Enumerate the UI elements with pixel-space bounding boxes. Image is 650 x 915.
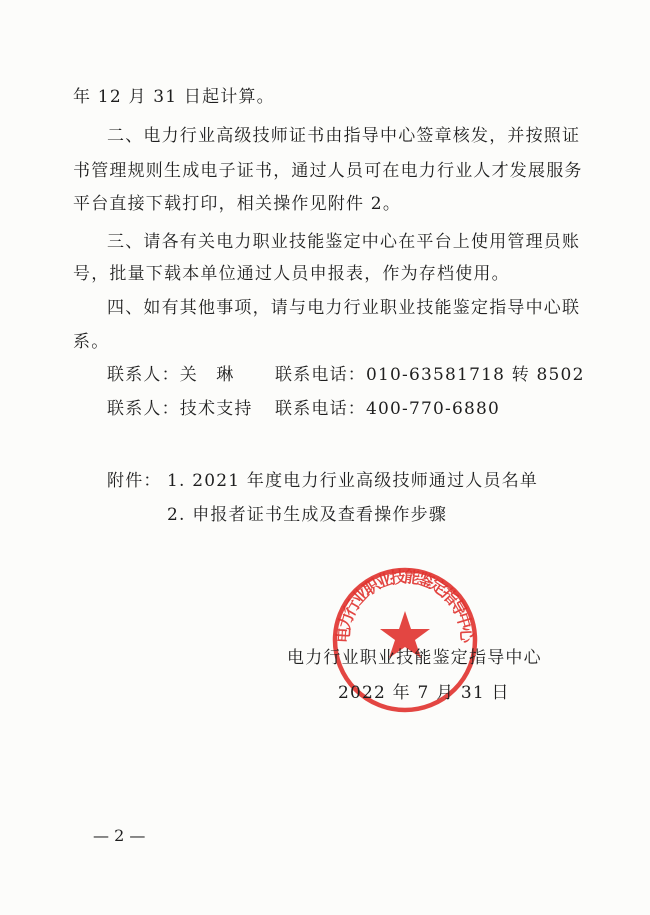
page-number: — 2 — bbox=[93, 826, 146, 845]
paragraph-line: 二、电力行业高级技师证书由指导中心签章核发，并按照证 bbox=[107, 126, 581, 146]
contact-name: 联系人：技术支持 bbox=[107, 399, 253, 419]
paragraph-line: 平台直接下载打印，相关操作见附件 2。 bbox=[73, 194, 402, 214]
paragraph-line: 四、如有其他事项，请与电力行业职业技能鉴定指导中心联 bbox=[107, 298, 581, 318]
paragraph-line: 号，批量下载本单位通过人员申报表，作为存档使用。 bbox=[73, 264, 510, 284]
contact-name: 联系人：关 琳 bbox=[107, 365, 235, 385]
paragraph-line: 三、请各有关电力职业技能鉴定中心在平台上使用管理员账 bbox=[107, 232, 581, 252]
contact-phone: 联系电话：400-770-6880 bbox=[275, 399, 501, 419]
signature-date: 2022 年 7 月 31 日 bbox=[338, 683, 510, 703]
contact-phone: 联系电话：010-63581718 转 8502 bbox=[275, 365, 585, 385]
attachment-item: 1. 2021 年度电力行业高级技师通过人员名单 bbox=[167, 471, 539, 491]
svg-text:电力行业职业技能鉴定指导中心: 电力行业职业技能鉴定指导中心 bbox=[335, 569, 475, 644]
paragraph-line: 书管理规则生成电子证书，通过人员可在电力行业人才发展服务 bbox=[73, 161, 583, 181]
attachment-item: 2. 申报者证书生成及查看操作步骤 bbox=[167, 505, 448, 525]
paragraph-line: 年 12 月 31 日起计算。 bbox=[73, 87, 275, 107]
signature-organization: 电力行业职业技能鉴定指导中心 bbox=[287, 648, 542, 668]
attachments-label: 附件： bbox=[107, 471, 162, 491]
paragraph-line: 系。 bbox=[73, 332, 110, 352]
